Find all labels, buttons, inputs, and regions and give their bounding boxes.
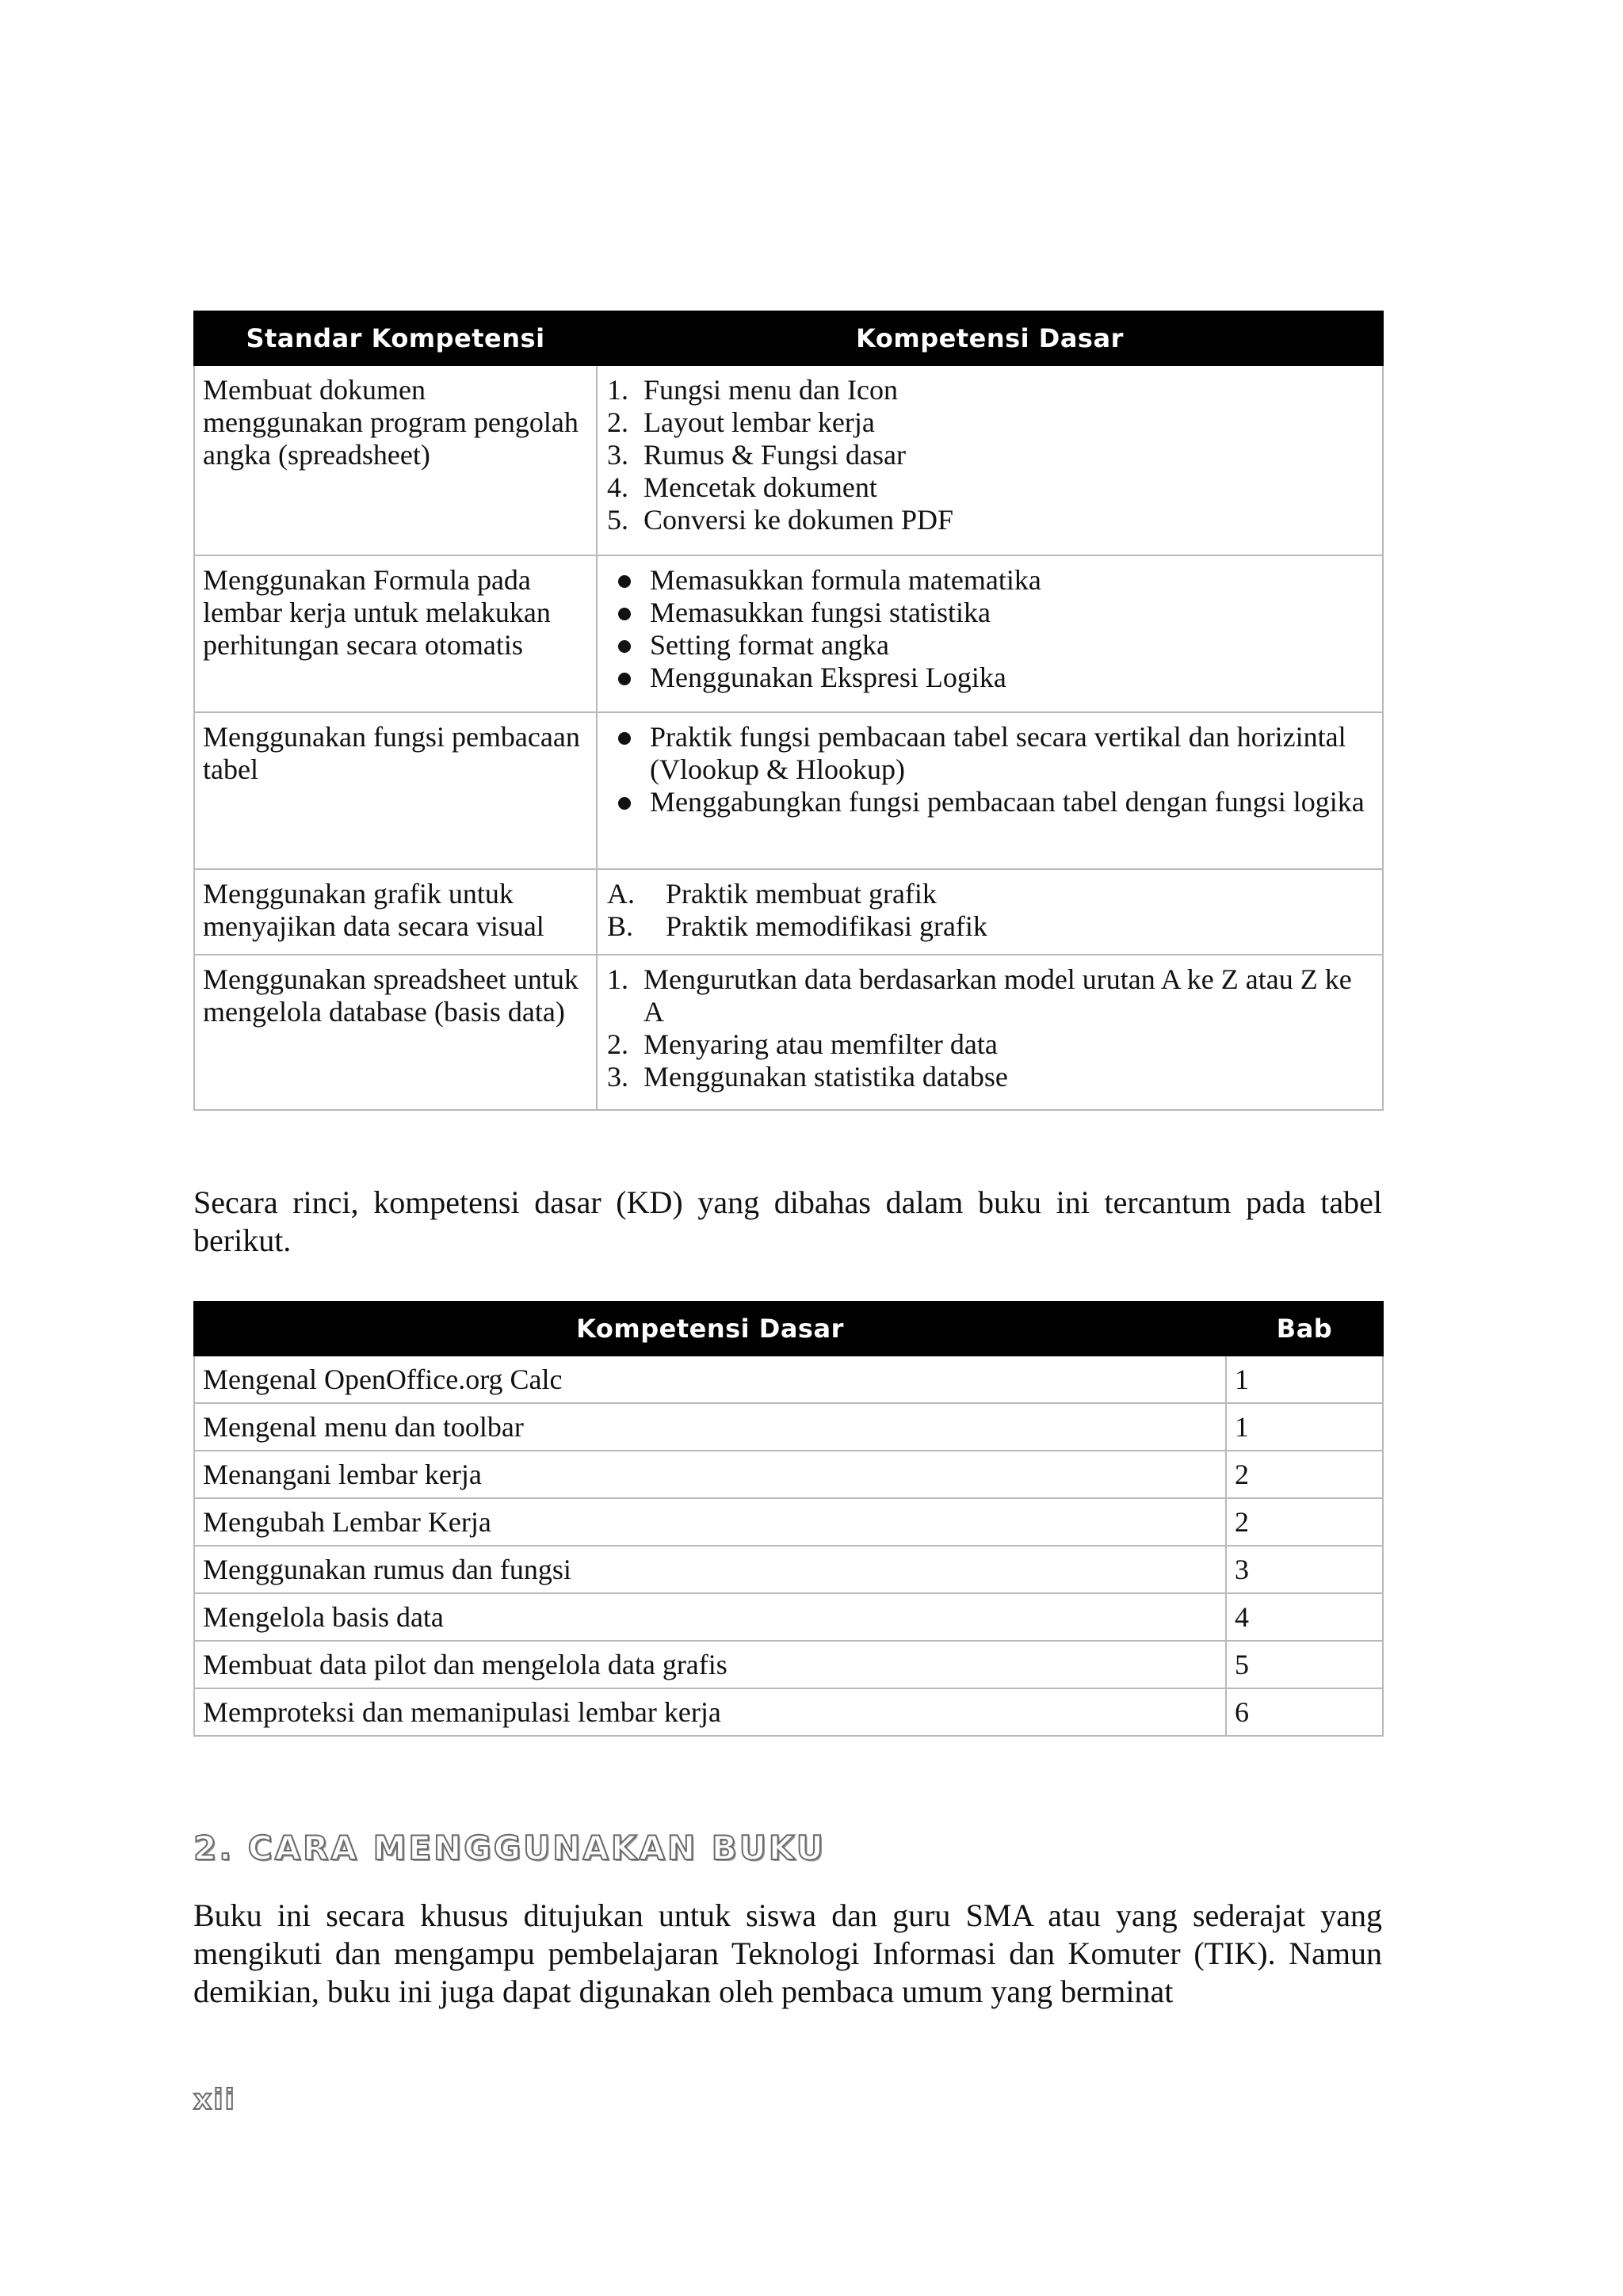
section-heading: 2. CARA MENGGUNAKAN BUKU (193, 1829, 826, 1867)
standar-kompetensi-cell: Menggunakan Formula pada lembar kerja untuk melakukan perhitungan secara otomatis (194, 555, 597, 712)
kd-cell: Mengenal OpenOffice.org Calc (194, 1356, 1226, 1403)
list-item: B. Praktik memodifikasi grafik (607, 910, 987, 942)
competency-standard-table (193, 311, 1384, 1111)
bullet-icon (618, 608, 631, 620)
list-item: 1. Fungsi menu dan Icon (607, 374, 898, 406)
table-row (194, 1546, 1383, 1593)
list-item: A. Praktik membuat grafik (607, 878, 937, 910)
list-item: Memasukkan formula matematika (607, 564, 1374, 597)
list-item: 1. Mengurutkan data berdasarkan model urutan A ke Z atau Z ke A (607, 963, 1352, 1028)
list-item: Praktik fungsi pembacaan tabel secara vertikal dan horizintal (Vlookup & Hlookup) (607, 721, 1374, 786)
kd-cell: Membuat data pilot dan mengelola data grafis (194, 1641, 1226, 1688)
body-paragraph: Buku ini secara khusus ditujukan untuk siswa dan guru SMA atau yang sederajat yang mengikuti dan mengampu pembelajaran Teknologi Informasi dan Komuter (TIK). Namun demikian, buku ini juga dapat digunakan oleh pembaca umum yang berminat (193, 1897, 1382, 2009)
bab-cell: 3 (1226, 1546, 1383, 1593)
numbered-list (607, 374, 1374, 536)
chapter-competency-table (193, 1301, 1384, 1737)
bullet-list (607, 721, 1374, 818)
list-item: 2. Layout lembar kerja (607, 406, 875, 438)
intro-paragraph: Secara rinci, kompetensi dasar (KD) yang dibahas dalam buku ini tercantum pada tabel berikut. (193, 1184, 1382, 1258)
table-row (194, 1593, 1383, 1641)
table-row (194, 365, 1383, 555)
table-row (194, 555, 1383, 712)
standar-kompetensi-cell: Membuat dokumen menggunakan program pengolah angka (spreadsheet) (194, 365, 597, 555)
table-row (194, 869, 1383, 955)
table-row (194, 1641, 1383, 1688)
bab-cell: 2 (1226, 1498, 1383, 1546)
bab-cell: 4 (1226, 1593, 1383, 1641)
bab-cell: 1 (1226, 1403, 1383, 1451)
kompetensi-dasar-cell (597, 365, 1383, 555)
bab-cell: 1 (1226, 1356, 1383, 1403)
table-header-row (194, 1302, 1383, 1356)
kd-cell: Memproteksi dan memanipulasi lembar kerja (194, 1688, 1226, 1736)
kompetensi-dasar-cell (597, 712, 1383, 869)
list-item: Menggunakan Ekspresi Logika (607, 662, 1374, 694)
table-row (194, 1498, 1383, 1546)
header-bab: Bab (1226, 1302, 1383, 1356)
list-item: 3. Rumus & Fungsi dasar (607, 439, 907, 471)
header-kompetensi-dasar: Kompetensi Dasar (597, 311, 1383, 365)
kompetensi-dasar-cell (597, 955, 1383, 1110)
table-row (194, 955, 1383, 1110)
table-row (194, 1403, 1383, 1451)
lettered-list (607, 878, 1374, 943)
header-kompetensi-dasar: Kompetensi Dasar (194, 1302, 1226, 1356)
list-item: 5. Conversi ke dokumen PDF (607, 504, 953, 536)
list-item: Memasukkan fungsi statistika (607, 597, 1374, 629)
bab-cell: 5 (1226, 1641, 1383, 1688)
bullet-list (607, 564, 1374, 694)
bab-cell: 2 (1226, 1451, 1383, 1498)
standar-kompetensi-cell: Menggunakan fungsi pembacaan tabel (194, 712, 597, 869)
table-row (194, 1451, 1383, 1498)
standar-kompetensi-cell: Menggunakan grafik untuk menyajikan data secara visual (194, 869, 597, 955)
list-item: Menggabungkan fungsi pembacaan tabel dengan fungsi logika (607, 786, 1374, 818)
kompetensi-dasar-cell (597, 869, 1383, 955)
header-standar-kompetensi: Standar Kompetensi (194, 311, 597, 365)
page-number: xii (193, 2084, 236, 2116)
bullet-icon (618, 797, 631, 810)
kompetensi-dasar-cell (597, 555, 1383, 712)
table-row (194, 1356, 1383, 1403)
list-item: 2. Menyaring atau memfilter data (607, 1028, 998, 1060)
numbered-list (607, 963, 1374, 1093)
kd-cell: Mengelola basis data (194, 1593, 1226, 1641)
kd-cell: Menangani lembar kerja (194, 1451, 1226, 1498)
table-row (194, 1688, 1383, 1736)
table-row (194, 712, 1383, 869)
bullet-icon (618, 640, 631, 653)
bullet-icon (618, 575, 631, 588)
kd-cell: Menggunakan rumus dan fungsi (194, 1546, 1226, 1593)
bullet-icon (618, 732, 631, 745)
bullet-icon (618, 673, 631, 685)
kd-cell: Mengenal menu dan toolbar (194, 1403, 1226, 1451)
list-item: 3. Menggunakan statistika databse (607, 1061, 1008, 1093)
kd-cell: Mengubah Lembar Kerja (194, 1498, 1226, 1546)
table-header-row (194, 311, 1383, 365)
list-item: 4. Mencetak dokument (607, 471, 877, 503)
bab-cell: 6 (1226, 1688, 1383, 1736)
list-item: Setting format angka (607, 629, 1374, 662)
standar-kompetensi-cell: Menggunakan spreadsheet untuk mengelola database (basis data) (194, 955, 597, 1110)
